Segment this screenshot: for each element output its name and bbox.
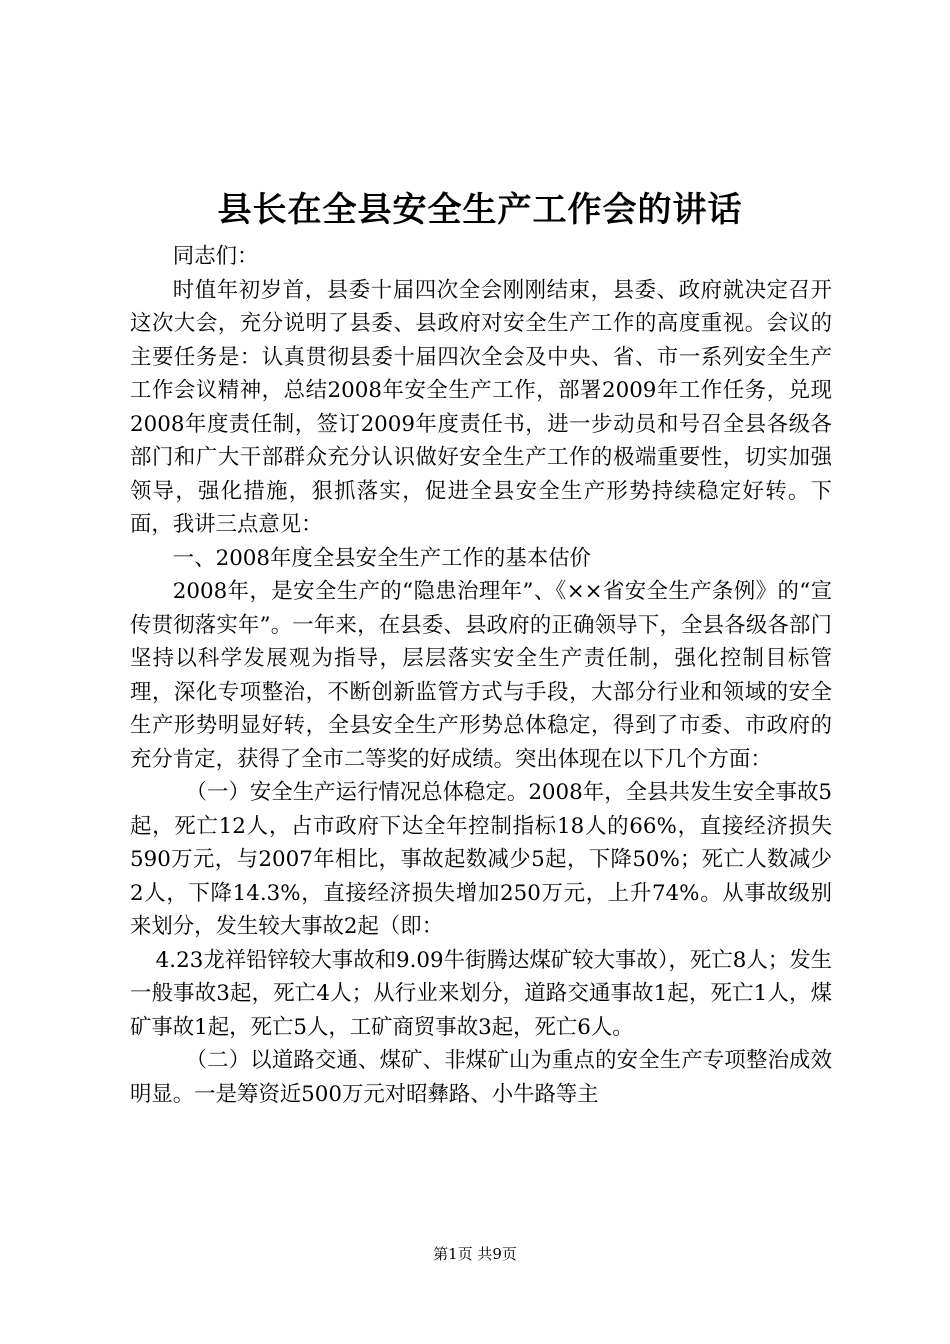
paragraph-2008-overview: 2008年，是安全生产的“隐患治理年”、《××省安全生产条例》的“宣传贯彻落实年”。一年来，在县委、县政府的正确领导下，全县各级各部门坚持以科学发展观为指导，层层落实安全生产责任制，强化控制目标管理，深化专项整治，不断创新监管方式与手段，大部分行业和领域的安全生产形势明显好转，全县安全生产形势总体稳定，得到了市委、市政府的充分肯定，获得了全市二等奖的好成绩。突出体现在以下几个方面： [130,579,832,772]
document-body [130,240,832,1111]
paragraph-item-1: （一）安全生产运行情况总体稳定。2008年，全县共发生安全事故5起，死亡12人，占市政府下达全年控制指标18人的66%，直接经济损失590万元，与2007年相比，事故起数减少5起，下降50%；死亡人数减少2人，下降14.3%，直接经济损失增加250万元，上升74%。从事故级别来划分，发生较大事故2起（即： [130,780,832,939]
page-footer: 第1页 共9页 [433,1245,517,1263]
paragraph-intro: 时值年初岁首，县委十届四次全会刚刚结束，县委、政府就决定召开这次大会，充分说明了县委、县政府对安全生产工作的高度重视。会议的主要任务是：认真贯彻县委十届四次全会及中央、省、市一系列安全生产工作会议精神，总结2008年安全生产工作，部署2009年工作任务，兑现2008年度责任制，签订2009年度责任书，进一步动员和号召全县各级各部门和广大干部群众充分认识做好安全生产工作的极端重要性，切实加强领导，强化措施，狠抓落实，促进全县安全生产形势持续稳定好转。下面，我讲三点意见： [130,277,832,537]
paragraph-item-2: （二）以道路交通、煤矿、非煤矿山为重点的安全生产专项整治成效明显。一是筹资近500万元对昭彝路、小牛路等主 [130,1048,832,1107]
salutation: 同志们： [172,244,259,269]
paragraph-accidents: 4.23龙祥铅锌较大事故和9.09牛街腾达煤矿较大事故），死亡8人；发生一般事故3起，死亡4人；从行业来划分，道路交通事故1起，死亡1人，煤矿事故1起，死亡5人，工矿商贸事故3起，死亡6人。 [130,947,832,1040]
document-title: 县长在全县安全生产工作会的讲话 [217,190,743,230]
section-heading-1: 一、2008年度全县安全生产工作的基本估价 [172,545,591,571]
